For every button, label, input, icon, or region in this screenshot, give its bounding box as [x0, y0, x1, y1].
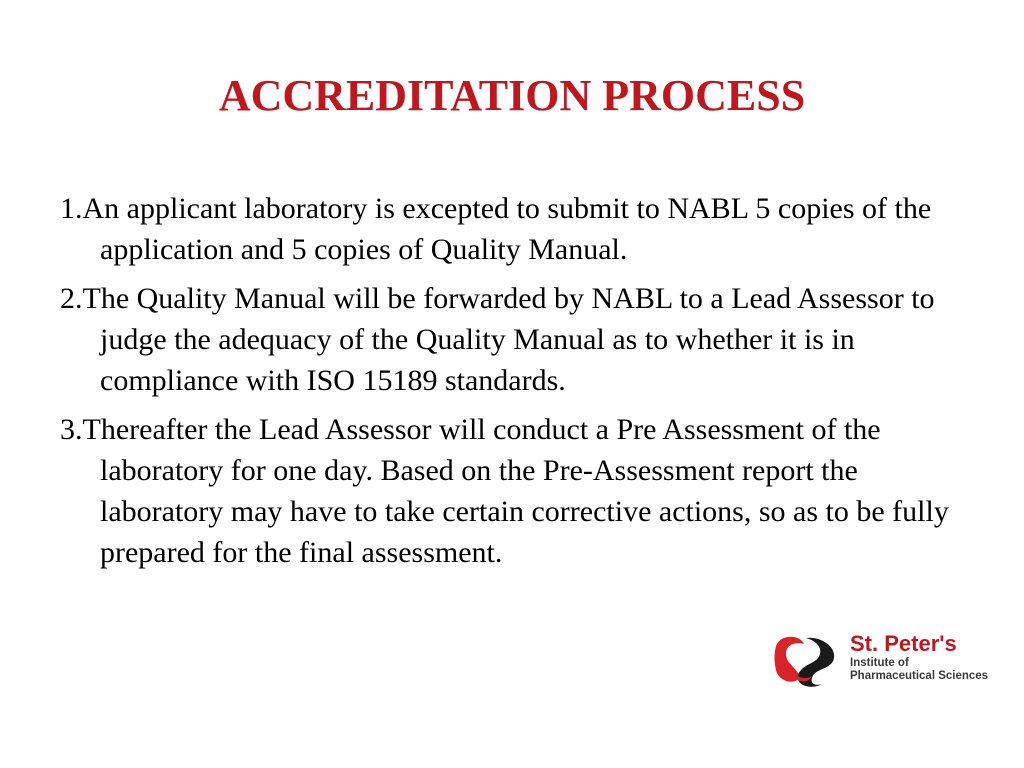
- swoosh-s-logo-icon: [770, 632, 842, 688]
- list-item-1: 1.An applicant laboratory is excepted to submit to NABL 5 copies of the application and 5 copies of Quality Manual.: [60, 192, 932, 266]
- list-item-2: 2.The Quality Manual will be forwarded by NABL to a Lead Assessor to judge the adequacy of the Quality Manual as to whether it is in compliance with ISO 15189 standards.: [60, 282, 935, 397]
- logo-subtitle-line2: Pharmaceutical Sciences: [850, 670, 989, 682]
- logo-subtitle-line1: Institute of: [850, 657, 909, 669]
- list-item-3: 3.Thereafter the Lead Assessor will conduct a Pre Assessment of the laboratory for one day. Based on the Pre-Assessment report the laboratory may have to take certain corrective actions, so as to be fully prepared for the final assessment.: [60, 413, 949, 569]
- slide-content: [60, 188, 980, 581]
- slide-title: ACCREDITATION PROCESS: [218, 71, 806, 120]
- institute-logo: [770, 632, 1010, 688]
- logo-name: St. Peter's: [850, 631, 957, 656]
